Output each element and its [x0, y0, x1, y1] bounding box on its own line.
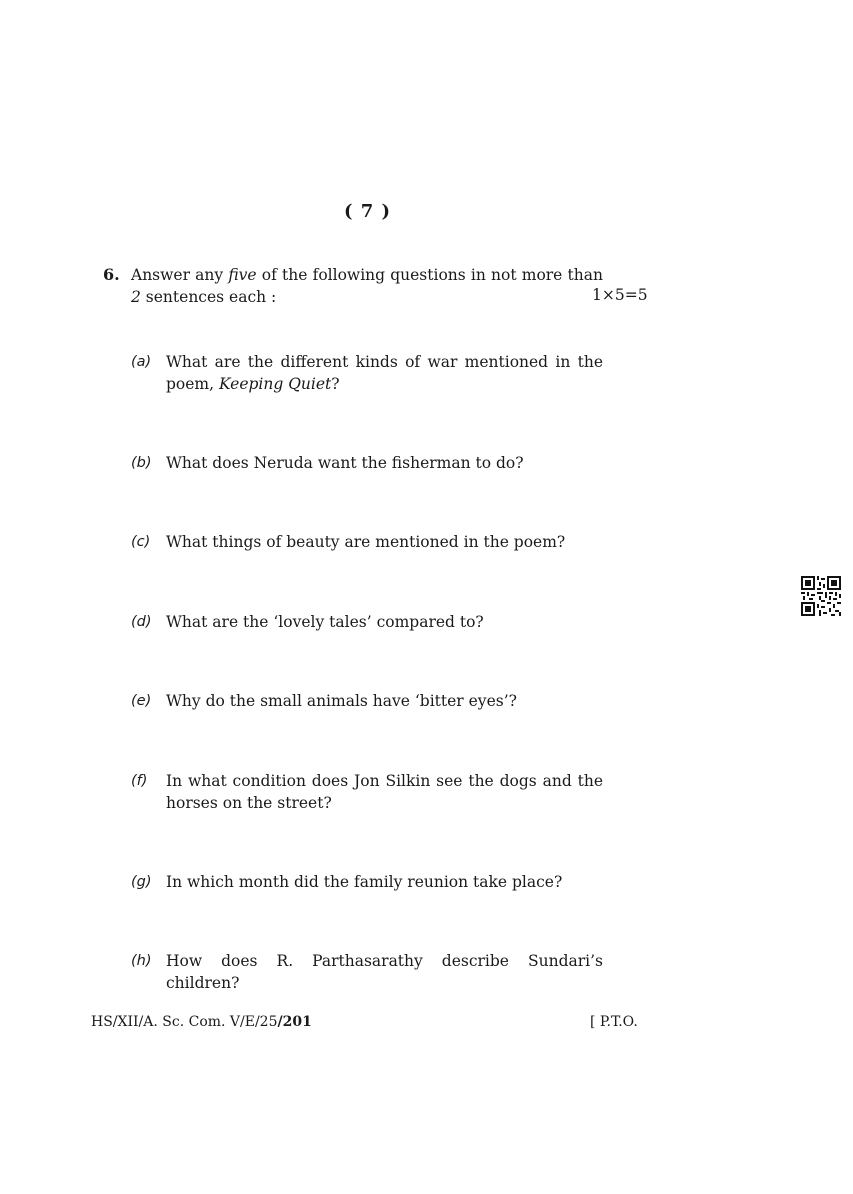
subquestion-label: (g)	[131, 874, 152, 890]
subquestion-label: (h)	[131, 953, 152, 969]
paper-code-number: /201	[277, 1014, 312, 1030]
instruction-emphasis-two: 2	[131, 287, 141, 306]
subquestion-label: (e)	[131, 693, 152, 709]
subquestion-text: What are the ‘lovely tales’ compared to?	[166, 613, 484, 631]
page-number: ( 7 )	[343, 201, 392, 222]
question-marks: 1×5=5	[592, 286, 648, 304]
subquestion-text: How does R. Parthasarathy describe Sundari’s children?	[166, 952, 603, 992]
subquestion-text: In which month did the family reunion take place?	[166, 873, 563, 891]
qr-code-icon	[801, 576, 841, 616]
instruction-text-2: of the following questions in not more than	[256, 266, 603, 284]
paper-code-prefix: HS/XII/A. Sc. Com. V/E/25	[91, 1014, 278, 1030]
question-number: 6.	[103, 265, 120, 284]
poem-title: Keeping Quiet	[218, 374, 332, 393]
subquestion-label: (c)	[131, 534, 151, 550]
subquestion-text: Why do the small animals have ‘bitter eyes’?	[166, 692, 517, 710]
subquestion-text: What things of beauty are mentioned in the poem?	[166, 533, 566, 551]
subquestion-text-part: What are the different kinds of war mentioned in the poem,	[166, 353, 603, 393]
subquestion-text	[166, 352, 603, 395]
subquestion-text-end: ?	[331, 374, 340, 393]
subquestion-text: What does Neruda want the fisherman to do?	[166, 454, 524, 472]
instruction-text-3: sentences each :	[140, 287, 277, 306]
subquestion-label: (d)	[131, 614, 152, 630]
subquestion-text: In what condition does Jon Silkin see the dogs and the horses on the street?	[166, 772, 603, 812]
instruction-emphasis-five: five	[228, 266, 257, 284]
instruction-text-1: Answer any	[131, 266, 229, 284]
subquestion-label: (f)	[131, 773, 148, 789]
paper-code	[91, 1014, 312, 1030]
question-instruction	[131, 265, 603, 308]
pto-marker: [ P.T.O.	[590, 1014, 638, 1030]
subquestion-label: (a)	[131, 354, 152, 370]
subquestion-label: (b)	[131, 455, 152, 471]
